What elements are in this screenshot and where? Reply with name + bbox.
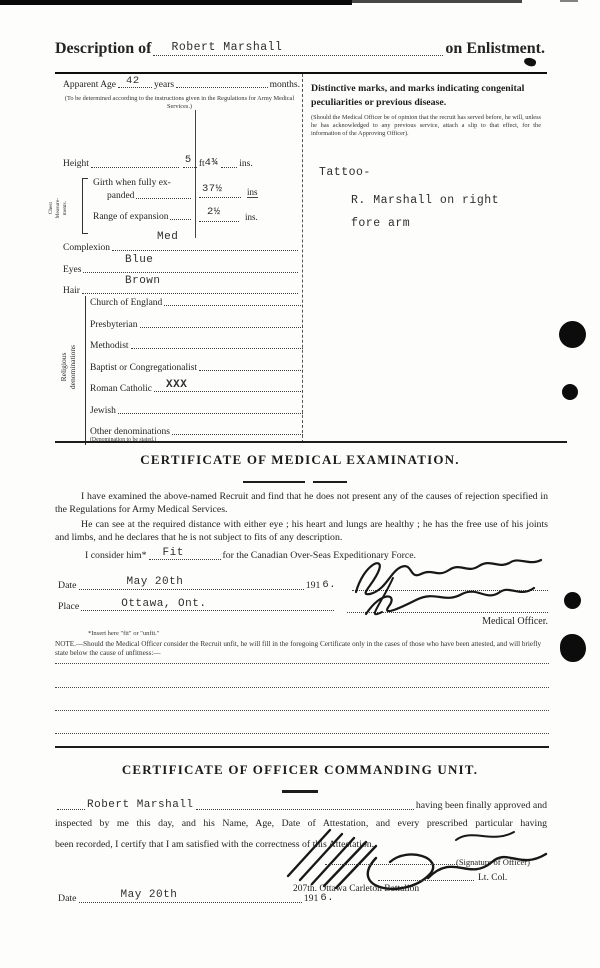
range-value: 2½ (207, 206, 221, 218)
heading-rule (243, 481, 347, 483)
apparent-age-value: 42 (126, 74, 140, 87)
date-fill (79, 576, 304, 590)
girth-underline (199, 197, 241, 198)
officer-line-3: been recorded, I certify that I am satisfied with the correctness of this Attestation. (55, 839, 375, 850)
blank-line (55, 663, 549, 664)
religion-row-roman-catholic: Roman Catholic XXX (90, 384, 305, 394)
eyes-fill (83, 268, 298, 273)
section-divider-rule (55, 746, 549, 748)
officer-certificate-heading: CERTIFICATE OF OFFICER COMMANDING UNIT. (121, 762, 479, 777)
recruit-name-typed: Robert Marshall (171, 40, 283, 54)
officer-line-1 (55, 799, 547, 812)
apparent-age-row (63, 74, 300, 90)
officer-line-2: inspected by me this day, and his Name, Age, Date of Attestation, and every prescribed particular having (55, 818, 547, 829)
girth-label-line2-row (107, 191, 193, 201)
medical-place-row (58, 597, 336, 613)
form-title (55, 40, 545, 58)
year-typed: 6. (322, 579, 336, 591)
complexion-label: Complexion (63, 243, 110, 253)
consider-value-typed: Fit (162, 546, 184, 559)
consider-prefix: I consider him* (85, 550, 147, 561)
ft-label: ft (198, 159, 205, 170)
medical-paragraph-1: I have examined the above-named Recruit and find that he does not present any of the causes of rejection specified in the Regulations for Army Medical Services. (55, 491, 548, 516)
tattoo-entry-line1: Tattoo- (319, 166, 371, 179)
blank-line (55, 687, 549, 688)
value-divider (195, 110, 196, 238)
hair-fill (82, 289, 298, 294)
unfitness-note: NOTE.—Should the Medical Officer consider the Recruit unfit, he will fill in the foregoing Certificate only in the cases of those who have been attested, and will briefly state below the cause of unfitness:— (55, 640, 542, 658)
ink-blob (560, 634, 586, 662)
officer-recruit-name-typed: Robert Marshall (87, 799, 194, 811)
place-value-typed: Ottawa, Ont. (121, 597, 207, 610)
range-label: Range of expansion (93, 212, 169, 222)
religion-row: Baptist or Congregationalist (90, 363, 305, 373)
feet-fill (183, 154, 197, 168)
girth-label-line2: panded (107, 191, 135, 201)
year-printed: 191 (305, 579, 321, 591)
roman-catholic-mark: XXX (166, 379, 188, 392)
ink-blob (559, 321, 586, 348)
date-label: Date (58, 579, 77, 591)
months-fill (176, 83, 268, 88)
tattoo-entry-line2: R. Marshall on right (351, 194, 500, 207)
months-label: months. (269, 80, 300, 90)
fit-footnote: *Insert here "fit" or "unfit." (88, 630, 160, 637)
girth-fill (136, 194, 191, 199)
date-value-typed: May 20th (120, 889, 178, 902)
place-label: Place (58, 601, 80, 612)
blank-line (55, 733, 549, 734)
officer-signature-line (325, 864, 457, 865)
religion-group-label: Religious denominations (59, 344, 77, 390)
description-box (47, 72, 547, 443)
scan-artifact-bar (352, 0, 522, 3)
place-fill (81, 597, 334, 611)
religion-row: Jewish (90, 406, 305, 416)
years-label: years (154, 80, 175, 90)
officer-signature-caption: (Signature of Officer) (456, 857, 530, 867)
consider-fill (149, 546, 221, 560)
range-underline (199, 221, 239, 222)
eyes-row (63, 265, 300, 275)
ink-blob (562, 384, 578, 400)
ins-label: ins. (239, 159, 253, 170)
apparent-age-label: Apparent Age (63, 80, 117, 90)
chest-group-label: Chest Measure- ments. (47, 197, 68, 219)
range-unit: ins. (245, 212, 258, 222)
complexion-value: Med (157, 231, 179, 243)
height-row (63, 154, 300, 170)
religion-row: Methodist (90, 341, 305, 351)
officer-date-row (58, 889, 334, 905)
marks-heading: Distinctive marks, and marks indicating congenital peculiarities or previous disease. (311, 83, 525, 108)
date-value-typed: May 20th (126, 576, 184, 589)
chest-brace (82, 178, 88, 234)
medical-paragraph-2: He can see at the required distance with either eye ; his heart and lungs are healthy ; he has the free use of his joints and limbs, and he declares that he is not subject to fits of any description. (55, 519, 548, 544)
medical-certificate-heading: CERTIFICATE OF MEDICAL EXAMINATION. (140, 452, 460, 467)
height-inches-value: 4¾ (204, 157, 219, 169)
apparent-age-note: (To be determined according to the instructions given in the Regulations for Army Medical Services.) (64, 95, 295, 111)
range-fill (170, 215, 191, 220)
scan-artifact-bar (560, 0, 578, 2)
consider-suffix: for the Canadian Over-Seas Expeditionary Force. (222, 550, 416, 561)
religion-box (85, 296, 305, 445)
officer-rank: Lt. Col. (478, 873, 508, 883)
hair-row (63, 286, 300, 296)
girth-unit: ins (247, 187, 258, 197)
officer-unit: 207th. Ottawa Carleton Battalion (293, 884, 420, 894)
religion-row: Church of England (90, 298, 305, 308)
eyes-label: Eyes (63, 265, 82, 275)
name-fill-line (153, 40, 443, 56)
title-prefix: Description of (55, 40, 152, 57)
ink-mark (523, 56, 537, 67)
description-box-bottom-rule (55, 441, 567, 443)
date-fill (79, 889, 302, 903)
height-feet-value: 5 (184, 154, 192, 166)
height-label: Height (63, 159, 89, 170)
ink-blob (564, 592, 581, 609)
eyes-value: Blue (125, 254, 154, 266)
height-fill (91, 163, 179, 168)
medical-officer-caption: Medical Officer. (482, 616, 548, 627)
year-typed: 6. (320, 892, 334, 904)
officer-line1-suffix: having been finally approved and (415, 800, 547, 812)
complexion-fill (112, 246, 298, 251)
date-label: Date (58, 892, 77, 904)
medical-date-row (58, 576, 336, 592)
medical-officer-signature (338, 550, 553, 620)
rank-line (378, 880, 474, 881)
hair-label: Hair (63, 286, 80, 296)
complexion-row (63, 243, 300, 253)
scan-artifact-bar (0, 0, 352, 5)
inches-fill (221, 163, 237, 168)
title-suffix: on Enlistment. (445, 40, 545, 57)
hair-value: Brown (125, 275, 161, 287)
blank-line (55, 710, 549, 711)
heading-rule (282, 790, 318, 793)
marks-note: (Should the Medical Officer be of opinion that the recruit has served before, he will, unless he has acknowledged to any previous service, attach a slip to that effect, for the information of the Approving Officer). (311, 114, 541, 138)
religion-row: Presbyterian (90, 320, 305, 330)
girth-value: 37½ (202, 183, 223, 195)
apparent-age-fill (118, 74, 152, 88)
range-row (93, 212, 193, 222)
tattoo-entry-line3: fore arm (351, 217, 411, 230)
religion-row-other: Other denominations (90, 427, 305, 445)
girth-label-line1: Girth when fully ex- (93, 178, 171, 188)
year-printed: 191 (303, 892, 319, 904)
